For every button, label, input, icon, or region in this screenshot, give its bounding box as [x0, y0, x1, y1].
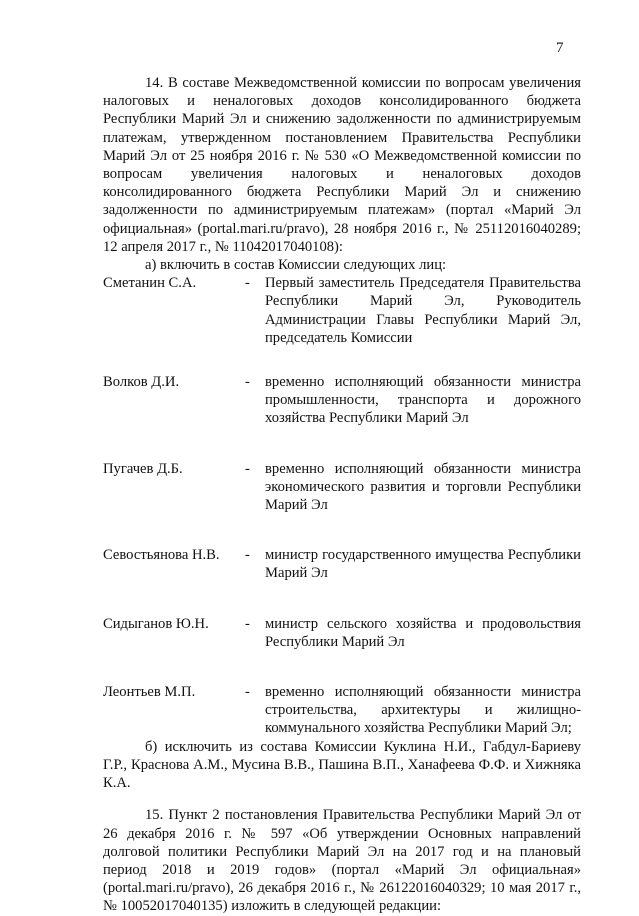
- member-role: министр сельского хозяйства и продовольствия Республики Марий Эл: [265, 615, 581, 650]
- member-dash: -: [245, 374, 250, 391]
- member-role: временно исполняющий обязанности министра промышленности, транспорта и дорожного хозяйства Республики Марий Эл: [265, 374, 581, 427]
- member-dash: -: [245, 547, 250, 564]
- member-dash: -: [245, 684, 250, 701]
- member-name: Леонтьев М.П.: [103, 684, 196, 701]
- member-row: [103, 460, 581, 515]
- member-row: [103, 274, 581, 347]
- member-dash: -: [245, 275, 250, 292]
- item-14-sub-a: а) включить в состав Комиссии следующих лиц:: [145, 257, 447, 274]
- member-dash: -: [245, 615, 250, 632]
- member-row: [103, 373, 581, 428]
- member-role: министр государственного имущества Республики Марий Эл: [265, 547, 581, 582]
- member-role: временно исполняющий обязанности министра экономического развития и торговли Республики Марий Эл: [265, 460, 581, 514]
- member-name: Пугачев Д.Б.: [103, 460, 183, 477]
- member-name: Сидыганов Ю.Н.: [103, 615, 209, 632]
- item-14-intro: 14. В составе Межведомственной комиссии по вопросам увеличения налоговых и неналоговых доходов консолидированного бюджета Республики Марий Эл и снижению задолженности по администрируемым платежам, утвержденном постановлением Правительства Республики Марий Эл от 25 ноября 2016 г. № 530 «О Межведомственной комиссии по вопросам увеличения налоговых и неналоговых доходов консолидированного бюджета Республики Марий Эл и снижению задолженности по администрируемым платежам» (портал «Марий Эл официальная» (portal.mari.ru/pravo), 28 ноября 2016 г., № 25112016040289; 12 апреля 2017 г., № 11042017040108):: [103, 75, 581, 255]
- member-role: временно исполняющий обязанности министра строительства, архитектуры и жилищно-коммунального хозяйства Республики Марий Эл;: [265, 684, 581, 737]
- member-role: Первый заместитель Председателя Правительства Республики Марий Эл, Руководитель Администрации Главы Республики Марий Эл, председатель Комиссии: [265, 275, 581, 346]
- member-row: [103, 615, 581, 651]
- member-row: [103, 683, 581, 738]
- member-name: Севостьянова Н.В.: [103, 547, 220, 564]
- member-name: Волков Д.И.: [103, 374, 180, 391]
- document-body: [103, 74, 581, 916]
- member-row: [103, 546, 581, 582]
- member-name: Сметанин С.А.: [103, 275, 197, 292]
- item-14-sub-b: б) исключить из состава Комиссии Куклина Н.И., Габдул-Бариеву Г.Р., Краснова А.М., Мусина В.В., Пашина В.П., Ханафеева Ф.Ф. и Хижняка К.А.: [103, 738, 581, 792]
- item-15-text: 15. Пункт 2 постановления Правительства Республики Марий Эл от 26 декабря 2016 г. № 597 «Об утверждении Основных направлений долговой политики Республики Марий Эл на 2017 год и на плановый период 2018 и 2019 годов» (портал «Марий Эл официальная» (portal.mari.ru/pravo), 26 декабря 2016 г., № 26122016040329; 10 мая 2017 г., № 10052017040135) изложить в следующей редакции:: [103, 807, 581, 915]
- member-dash: -: [245, 460, 250, 477]
- page-number: 7: [556, 40, 564, 56]
